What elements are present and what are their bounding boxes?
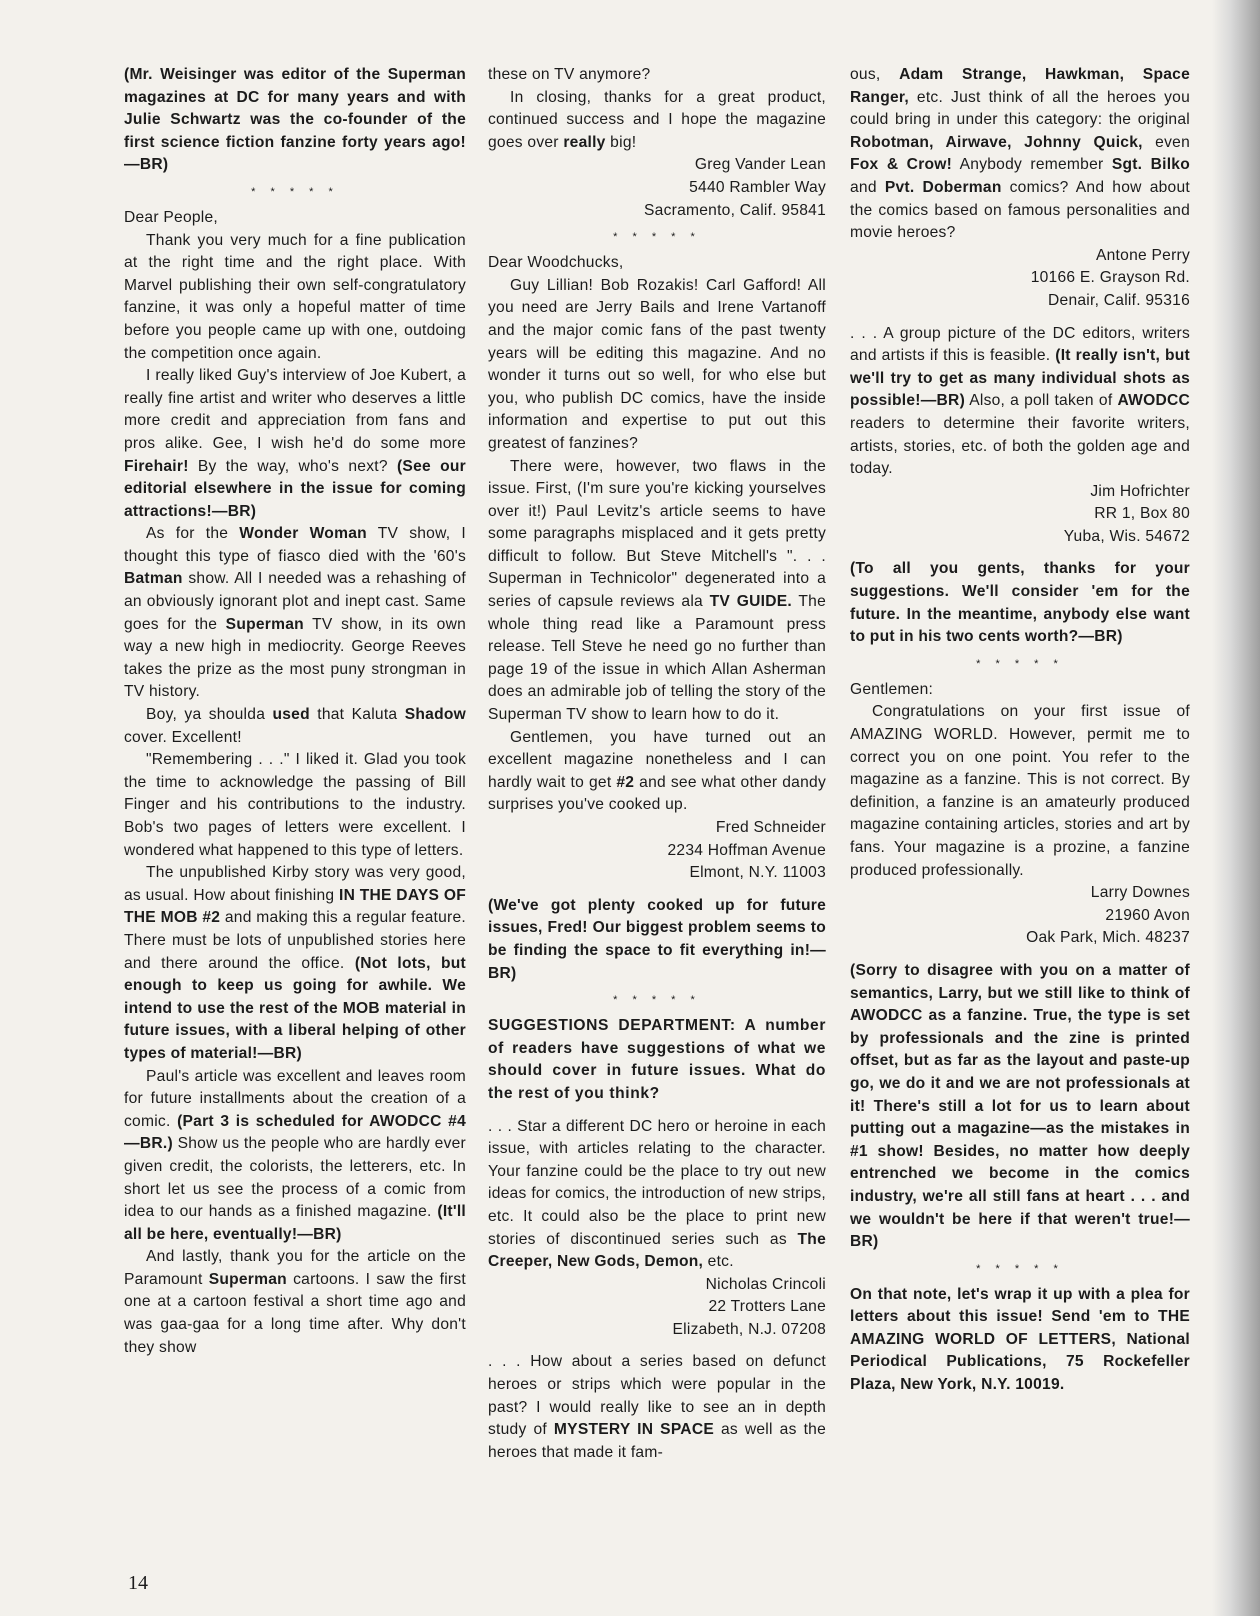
editor-reply: (To all you gents, thanks for your suggestions. We'll consider 'em for the future. In the meantime, anybody else want to put in his two cents worth?—BR) — [850, 560, 1190, 646]
letter-paragraph: . . . A group picture of the DC editors, writers and artists if this is feasible. (It really isn't, but we'll try to get as many individual shots as possible!—BR) Also, a poll taken of AWODCC readers to determine their favorite writers, artists, stories, etc. of both the golden age and today. — [850, 324, 1190, 478]
letter-paragraph: Congratulations on your first issue of AMAZING WORLD. However, permit me to correct you on one point. You refer to the magazine as a fanzine. This is not correct. By definition, a fanzine is an amateurly produced magazine containing articles, stories and art by fans. Your magazine is a prozine, a fanzine produced professionally. — [850, 703, 1190, 879]
signature-name: Nicholas Crincoli — [705, 1275, 826, 1293]
letter-paragraph: Boy, ya shoulda used that Kaluta Shadow cover. Excellent! — [124, 706, 466, 746]
letter-paragraph: ous, Adam Strange, Hawkman, Space Ranger, etc. Just think of all the heroes you could bring in under this category: the original Robotman, Airwave, Johnny Quick, even Fox & Crow! Anybody remember Sgt. Bilko and Pvt. Doberman comics? And how about the comics based on famous personalities and movie heroes? — [850, 66, 1190, 242]
signature-city: Sacramento, Calif. 95841 — [644, 201, 826, 219]
separator-stars: * * * * * — [251, 185, 339, 198]
signature-name: Larry Downes — [1090, 884, 1190, 902]
signature-city: Denair, Calif. 95316 — [1048, 291, 1190, 309]
signature-name: Fred Schneider — [715, 819, 826, 836]
column-3 — [850, 64, 1190, 1397]
letter-paragraph: . . . How about a series based on defunct heroes or strips which were popular in the past? I would really like to see an in depth study of MYSTERY IN SPACE as well as the heroes that made it fam- — [488, 1353, 826, 1461]
signature-city: Oak Park, Mich. 48237 — [1026, 929, 1190, 947]
signature-city: Elmont, N.Y. 11003 — [689, 864, 826, 882]
letter-greeting: Dear People, — [124, 208, 219, 226]
page-edge-shadow — [1212, 0, 1260, 1616]
signature-city: Yuba, Wis. 54672 — [1063, 527, 1190, 545]
signature-name: Antone Perry — [1095, 246, 1190, 264]
separator-stars: * * * * * — [976, 657, 1064, 670]
letter-paragraph: "Remembering . . ." I liked it. Glad you took the time to acknowledge the passing of Bill Finger and his contributions to the industry. Bob's two pages of letters were excellent. I wondered what happened to this type of letters. — [124, 751, 466, 859]
signature-address: 10166 E. Grayson Rd. — [1030, 269, 1190, 287]
signature-address: 21960 Avon — [1105, 906, 1190, 924]
editor-reply: (Mr. Weisinger was editor of the Superman magazines at DC for many years and with Julie Schwartz was the co-founder of the first science fiction fanzine forty years ago!—BR) — [124, 66, 466, 174]
separator-stars: * * * * * — [613, 994, 701, 1007]
column-1 — [124, 64, 466, 1359]
letter-paragraph: these on TV anymore? — [488, 66, 651, 83]
letter-paragraph: There were, however, two flaws in the issue. First, (I'm sure you're kicking yourselves over it!) Paul Levitz's article seems to have some paragraphs misplaced and it gets pretty difficult to follow. But Steve Mitchell's ". . . Superman in Technicolor" degenerated into a series of capsule reviews ala TV GUIDE. The whole thing read like a Paramount press release. Tell Steve he need go no further than page 19 of the issue in which Allan Asherman does an admirable job of telling the story of the Superman TV show to learn how to do it. — [488, 457, 826, 724]
signature-address: RR 1, Box 80 — [1094, 505, 1190, 523]
letter-greeting: Dear Woodchucks, — [488, 254, 624, 272]
page-number: 14 — [128, 1572, 148, 1594]
signature-city: Elizabeth, N.J. 07208 — [672, 1320, 826, 1338]
letter-paragraph: In closing, thanks for a great product, continued success and I hope the magazine goes over really big! — [488, 88, 826, 151]
editor-reply: (We've got plenty cooked up for future issues, Fred! Our biggest problem seems to be finding the space to fit everything in!—BR) — [488, 896, 826, 982]
letter-greeting: Gentlemen: — [850, 680, 934, 698]
letter-paragraph: Thank you very much for a fine publication at the right time and the right place. With Marvel publishing their own self-congratulatory fanzine, it was only a hopeful matter of time before you people came up with one, outdoing the competition once again. — [124, 231, 466, 362]
signature-name: Greg Vander Lean — [694, 156, 826, 174]
letter-paragraph: . . . Star a different DC hero or heroine in each issue, with articles relating to the character. Your fanzine could be the place to try out new ideas for comics, the introduction of new strips, etc. It could also be the place to print new stories of discontinued series such as The Creeper, New Gods, Demon, etc. — [488, 1117, 826, 1271]
letter-paragraph: And lastly, thank you for the article on the Paramount Superman cartoons. I saw the first one at a cartoon festival a short time ago and was gaa-gaa for a long time after. Why don't they show — [124, 1248, 466, 1356]
closing-note: On that note, let's wrap it up with a plea for letters about this issue! Send 'em to THE AMAZING WORLD OF LETTERS, National Periodical Publications, 75 Rockefeller Plaza, New York, N.Y. 10019. — [850, 1285, 1190, 1394]
letter-paragraph: As for the Wonder Woman TV show, I thought this type of fiasco died with the '60's Batman show. All I needed was a rehashing of an obviously ignorant plot and inept cast. Same goes for the Superman TV show, in its own way a new high in mediocrity. George Reeves takes the prize as the most puny strongman in TV history. — [124, 525, 466, 701]
signature-address: 22 Trotters Lane — [708, 1298, 826, 1316]
letter-paragraph: Paul's article was excellent and leaves room for future installments about the creation of a comic. (Part 3 is scheduled for AWODCC #4—BR.) Show us the people who are hardly ever given credit, the colorists, the letterers, etc. In short let us see the process of a comic from idea to our hands as a finished magazine. (It'll all be here, eventually!—BR) — [124, 1067, 466, 1243]
letter-paragraph: Guy Lillian! Bob Rozakis! Carl Gafford! All you need are Jerry Bails and Irene Vartanoff and the major comic fans of the past twenty years will be editing this magazine. And no wonder it turns out so well, for who else but you, who publish DC comics, have the inside information and expertise to put out this greatest of fanzines? — [488, 276, 826, 452]
separator-stars: * * * * * — [976, 1262, 1064, 1275]
column-2 — [488, 64, 826, 1464]
letter-paragraph: The unpublished Kirby story was very good, as usual. How about finishing IN THE DAYS OF THE MOB #2 and making this a regular feature. There must be lots of unpublished stories here and there around the office. (Not lots, but enough to keep us going for awhile. We intend to use the rest of the MOB material in future issues, with a liberal helping of other types of material!—BR) — [124, 864, 467, 1062]
letter-paragraph: Gentlemen, you have turned out an excellent magazine nonetheless and I can hardly wait to get #2 and see what other dandy surprises you've cooked up. — [488, 728, 826, 814]
letter-paragraph: I really liked Guy's interview of Joe Kubert, a really fine artist and writer who deserves a little more credit and appreciation from fans and pros alike. Gee, I wish he'd do some more Firehair! By the way, who's next? (See our editorial elsewhere in the issue for coming attractions!—BR) — [124, 367, 467, 520]
separator-stars: * * * * * — [613, 231, 701, 244]
section-heading: SUGGESTIONS DEPARTMENT: A number of readers have suggestions of what we should cover in future issues. What do the rest of you think? — [488, 1017, 826, 1102]
signature-name: Jim Hofrichter — [1090, 482, 1190, 500]
signature-address: 2234 Hoffman Avenue — [667, 841, 826, 859]
signature-address: 5440 Rambler Way — [689, 178, 826, 196]
editor-reply: (Sorry to disagree with you on a matter of semantics, Larry, but we still like to think of AWODCC as a fanzine. True, the type is set by professionals and the zine is printed offset, but as far as the layout and paste-up go, we do it and we are not professionals at it! There's still a lot for us to learn about putting out a magazine—as the mistakes in #1 show! Besides, no matter how deeply entrenched we become in the comics industry, we're all still fans at heart . . . and we wouldn't be here if that weren't true!—BR) — [850, 961, 1190, 1251]
